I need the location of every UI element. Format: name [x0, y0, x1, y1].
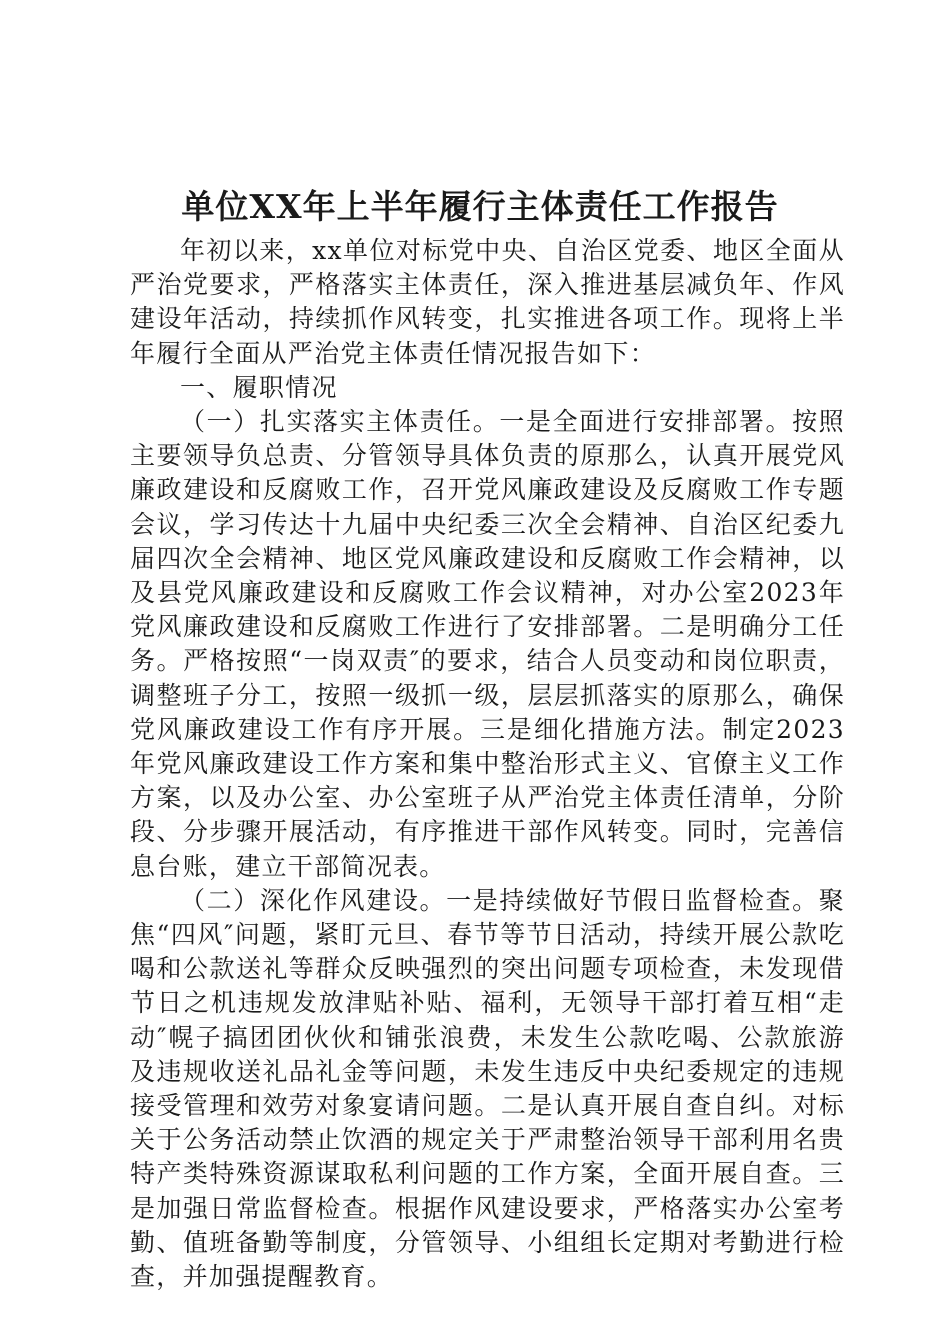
- section-heading-performance: 一、履职情况: [180, 372, 338, 402]
- paragraph-intro: 年初以来，xx单位对标党中央、自治区党委、地区全面从严治党要求，严格落实主体责任，深入推进基层减负年、作风建设年活动，持续抓作风转变，扎实推进各项工作。现将上半年履行全面从严治党主体责任情况报告如下：: [130, 236, 845, 368]
- document-body: [130, 234, 845, 1294]
- document-title: 单位XX年上半年履行主体责任工作报告: [181, 187, 779, 226]
- paragraph-work-style: （二）深化作风建设。一是持续做好节假日监督检查。聚焦“四风″问题，紧盯元旦、春节等节日活动，持续开展公款吃喝和公款送礼等群众反映强烈的突出问题专项检查，未发现借节日之机违规发放津贴补贴、福利，无领导干部打着互相“走动″幌子搞团团伙伙和铺张浪费，未发生公款吃喝、公款旅游及违规收送礼品礼金等问题，未发生违反中央纪委规定的违规接受管理和效劳对象宴请问题。二是认真开展自查自纠。对标关于公务活动禁止饮酒的规定关于严肃整治领导干部利用名贵特产类特殊资源谋取私利问题的工作方案，全面开展自查。三是加强日常监督检查。根据作风建设要求，严格落实办公室考勤、值班备勤等制度，分管领导、小组组长定期对考勤进行检查，并加强提醒教育。: [130, 885, 845, 1292]
- paragraph-main-responsibility: （一）扎实落实主体责任。一是全面进行安排部署。按照主要领导负总责、分管领导具体负责的原那么，认真开展党风廉政建设和反腐败工作，召开党风廉政建设及反腐败工作专题会议，学习传达十九届中央纪委三次全会精神、自治区纪委九届四次全会精神、地区党风廉政建设和反腐败工作会精神，以及县党风廉政建设和反腐败工作会议精神，对办公室2023年党风廉政建设和反腐败工作进行了安排部署。二是明确分工任务。严格按照“一岗双责″的要求，结合人员变动和岗位职责，调整班子分工，按照一级抓一级，层层抓落实的原那么，确保党风廉政建设工作有序开展。三是细化措施方法。制定2023年党风廉政建设工作方案和集中整治形式主义、官僚主义工作方案，以及办公室、办公室班子从严治党主体责任清单，分阶段、分步骤开展活动，有序推进干部作风转变。同时，完善信息台账，建立干部简况表。: [130, 407, 845, 881]
